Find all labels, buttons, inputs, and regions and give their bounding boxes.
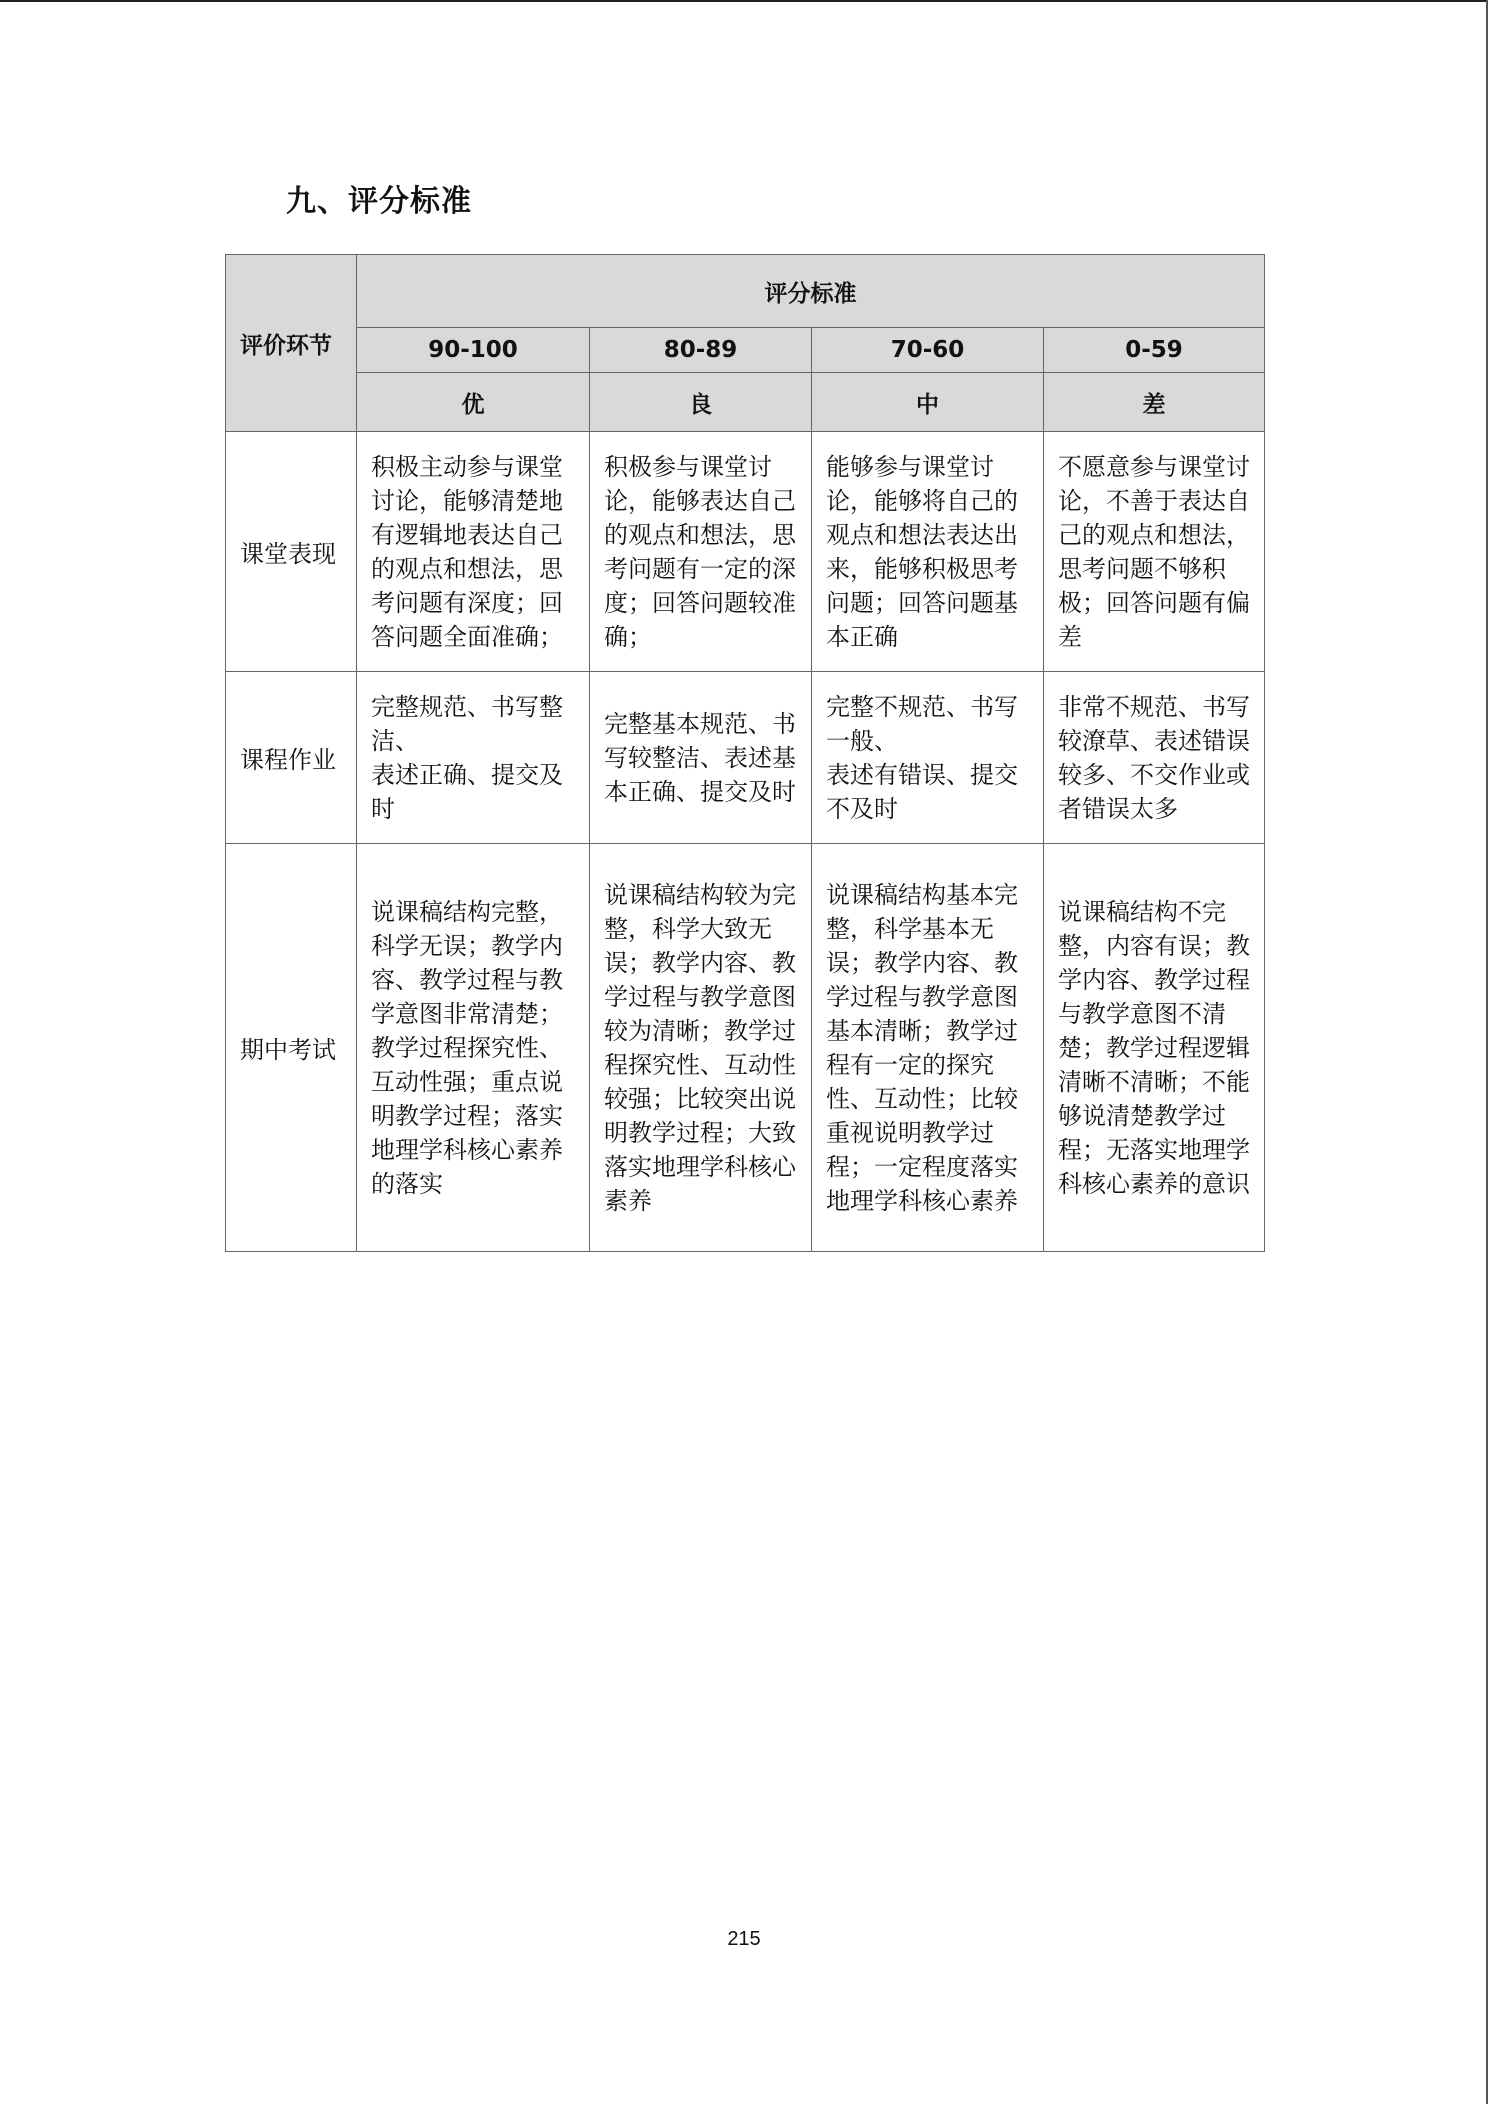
grade-excellent: 优 bbox=[357, 373, 590, 432]
cell-midterm-good: 说课稿结构较为完整，科学大致无误；教学内容、教学过程与教学意图较为清晰；教学过程探究性、互动性较强；比较突出说明教学过程；大致落实地理学科核心素养 bbox=[590, 844, 812, 1252]
grade-poor: 差 bbox=[1044, 373, 1265, 432]
score-range-poor: 0-59 bbox=[1044, 328, 1265, 373]
grade-fair: 中 bbox=[812, 373, 1044, 432]
row-stage-classroom: 课堂表现 bbox=[226, 432, 357, 672]
cell-classroom-poor: 不愿意参与课堂讨论，不善于表达自己的观点和想法，思考问题不够积极；回答问题有偏差 bbox=[1044, 432, 1265, 672]
cell-homework-fair: 完整不规范、书写一般、 表述有错误、提交不及时 bbox=[812, 672, 1044, 844]
table-row bbox=[226, 844, 1265, 1252]
table-header-row bbox=[226, 255, 1265, 328]
criteria-column-header: 评分标准 bbox=[357, 255, 1265, 328]
cell-homework-good: 完整基本规范、书写较整洁、表述基本正确、提交及时 bbox=[590, 672, 812, 844]
cell-classroom-excellent: 积极主动参与课堂讨论，能够清楚地有逻辑地表达自己的观点和想法，思考问题有深度；回答问题全面准确； bbox=[357, 432, 590, 672]
cell-homework-poor: 非常不规范、书写较潦草、表述错误较多、不交作业或者错误太多 bbox=[1044, 672, 1265, 844]
grade-row bbox=[226, 373, 1265, 432]
score-range-excellent: 90-100 bbox=[357, 328, 590, 373]
cell-midterm-fair: 说课稿结构基本完整，科学基本无误；教学内容、教学过程与教学意图基本清晰；教学过程有一定的探究性、互动性；比较重视说明教学过程；一定程度落实地理学科核心素养 bbox=[812, 844, 1044, 1252]
grading-criteria-table bbox=[225, 254, 1265, 1252]
section-heading: 九、评分标准 bbox=[286, 184, 472, 219]
table-row bbox=[226, 672, 1265, 844]
score-range-fair: 70-60 bbox=[812, 328, 1044, 373]
cell-classroom-fair: 能够参与课堂讨论，能够将自己的观点和想法表达出来，能够积极思考问题；回答问题基本正确 bbox=[812, 432, 1044, 672]
cell-midterm-poor: 说课稿结构不完整，内容有误；教学内容、教学过程与教学意图不清楚；教学过程逻辑清晰不清晰；不能够说清楚教学过程；无落实地理学科核心素养的意识 bbox=[1044, 844, 1265, 1252]
row-stage-midterm: 期中考试 bbox=[226, 844, 357, 1252]
cell-midterm-excellent: 说课稿结构完整，科学无误；教学内容、教学过程与教学意图非常清楚；教学过程探究性、互动性强；重点说明教学过程；落实地理学科核心素养的落实 bbox=[357, 844, 590, 1252]
stage-column-header: 评价环节 bbox=[226, 255, 357, 432]
score-range-good: 80-89 bbox=[590, 328, 812, 373]
row-stage-homework: 课程作业 bbox=[226, 672, 357, 844]
page-number: 215 bbox=[727, 1928, 761, 1950]
page-top-border bbox=[0, 0, 1488, 2]
score-range-row bbox=[226, 328, 1265, 373]
grade-good: 良 bbox=[590, 373, 812, 432]
cell-homework-excellent: 完整规范、书写整洁、 表述正确、提交及时 bbox=[357, 672, 590, 844]
cell-classroom-good: 积极参与课堂讨论，能够表达自己的观点和想法，思考问题有一定的深度；回答问题较准确； bbox=[590, 432, 812, 672]
table-row bbox=[226, 432, 1265, 672]
